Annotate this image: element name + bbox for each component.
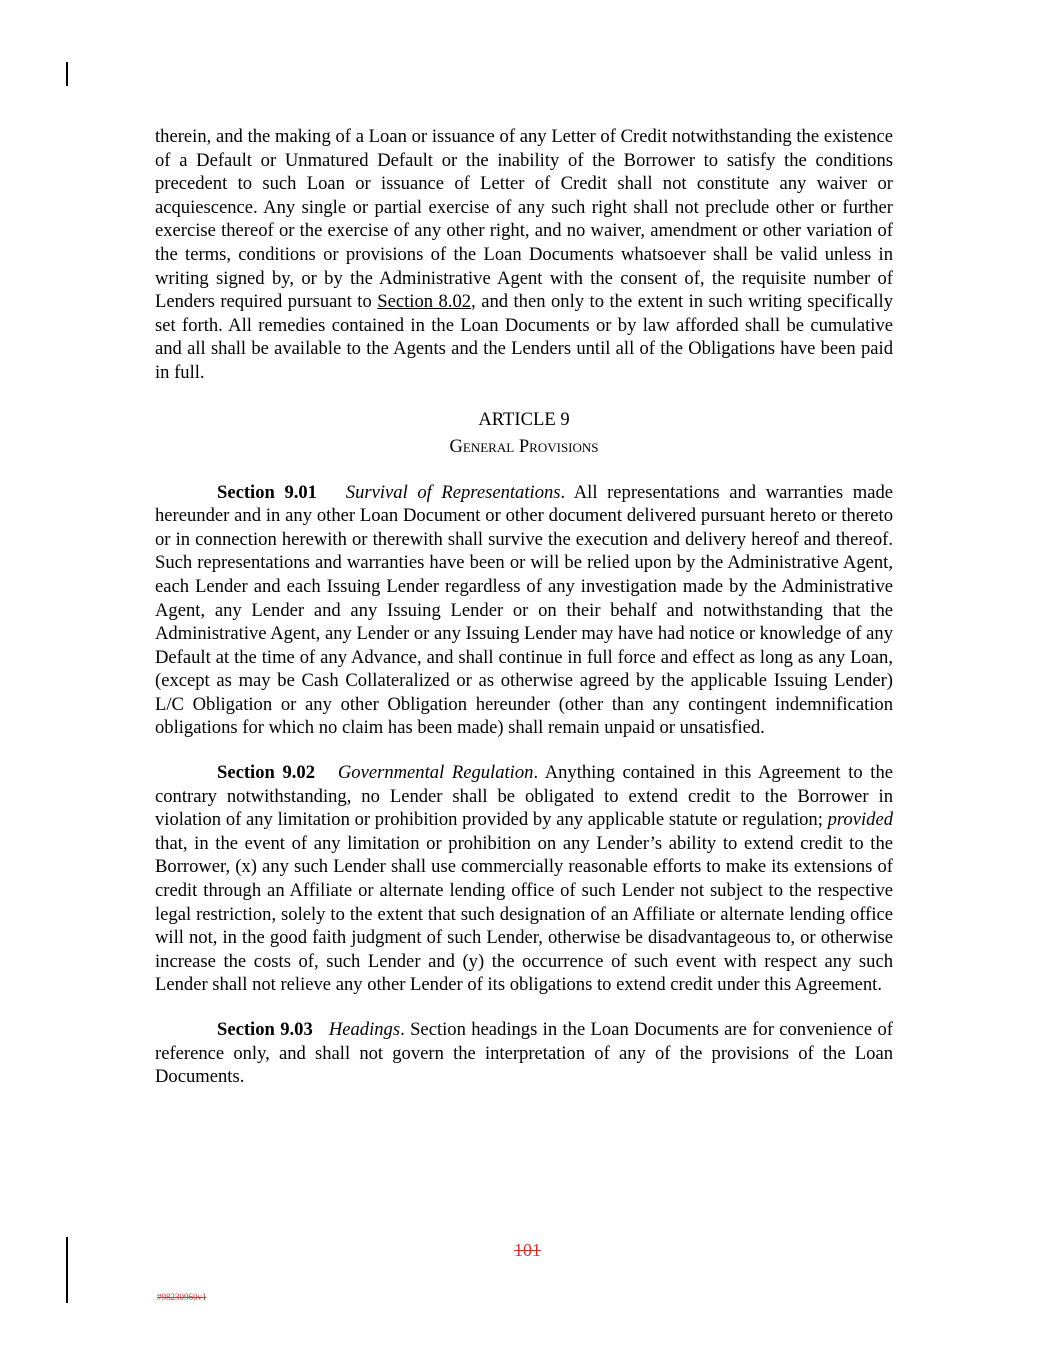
article-heading bbox=[155, 406, 893, 460]
paragraph-continuation: therein, and the making of a Loan or issuance of any Letter of Credit notwithstanding the existence of a Default or Unmatured Default or the inability of the Borrower to satisfy the conditions precedent to such Loan or issuance of Letter of Credit shall not constitute any waiver or acquiescence. Any single or partial exercise of any such right shall not preclude other or further exercise thereof or the exercise of any other right, and no waiver, amendment or other variation of the terms, conditions or provisions of the Loan Documents whatsoever shall be valid unless in writing signed by, or by the Administrative Agent with the consent of, the requisite number of Lenders required pursuant to Section 8.02, and then only to the extent in such writing specifically set forth. All remedies contained in the Loan Documents or by law afforded shall be cumulative and all shall be available to the Agents and the Lenders until all of the Obligations have been paid in full. bbox=[155, 126, 893, 383]
section-title: Survival of Representations bbox=[345, 481, 561, 503]
section-number: Section 9.01 bbox=[217, 481, 317, 503]
page-number: 101 bbox=[514, 1240, 541, 1260]
section-number: Section 9.02 bbox=[217, 762, 315, 784]
section-body-continued: that, in the event of any limitation or prohibition on any Lender’s ability to extend credit to the Borrower, (x) any such Lender shall use commercially reasonable efforts to make its extensions of credit through an Affiliate or alternate lending office of such Lender not subject to the respective legal restriction, solely to the extent that such designation of an Affiliate or alternate lending office will not, in the good faith judgment of such Lender, otherwise be disadvantageous to, or otherwise increase the costs of, such Lender and (y) the occurrence of such event with respect any such Lender shall not relieve any other Lender of its obligations to extend credit under this Agreement. bbox=[155, 832, 893, 996]
section-body: . Section headings in the Loan Documents are for convenience of reference only, and shall not govern the interpretation of any of the provisions of the Loan Documents. bbox=[155, 1019, 893, 1088]
section-9-03 bbox=[155, 1018, 893, 1089]
section-reference-link[interactable]: Section 8.02 bbox=[377, 291, 472, 313]
section-body: . All representations and warranties made hereunder and in any other Loan Document or other document delivered pursuant hereto or thereto or in connection herewith or therewith shall survive the execution and delivery hereof and thereof. Such representations and warranties have been or will be relied upon by the Administrative Agent, each Lender and each Issuing Lender regardless of any investigation made by the Administrative Agent, any Lender and any Issuing Lender or on their behalf and notwithstanding that the Administrative Agent, any Lender or any Issuing Lender may have had notice or knowledge of any Default at the time of any Advance, and shall continue in full force and effect as long as any Loan, (except as may be Cash Collateralized or as otherwise agreed by the applicable Issuing Lender) L/C Obligation or any other Obligation hereunder (other than any contingent indemnification obligations for which no claim has been made) shall remain unpaid or unsatisfied. bbox=[155, 481, 893, 739]
section-title: Governmental Regulation bbox=[337, 762, 534, 784]
section-9-01 bbox=[155, 481, 893, 741]
provided-term: provided bbox=[827, 809, 893, 831]
section-title: Headings bbox=[328, 1019, 401, 1040]
change-bar-top bbox=[66, 62, 68, 86]
document-id: #98230960v1 bbox=[157, 1292, 207, 1302]
section-9-02 bbox=[155, 761, 893, 997]
article-number: ARTICLE 9 bbox=[478, 408, 570, 430]
section-body: . Anything contained in this Agreement to the contrary notwithstanding, no Lender shall be obligated to extend credit to the Borrower in violation of any limitation or prohibition provided by any applicable statute or regulation; bbox=[155, 762, 893, 831]
document-body bbox=[155, 125, 893, 1089]
article-title: General Provisions bbox=[449, 435, 599, 457]
section-number: Section 9.03 bbox=[217, 1019, 313, 1040]
